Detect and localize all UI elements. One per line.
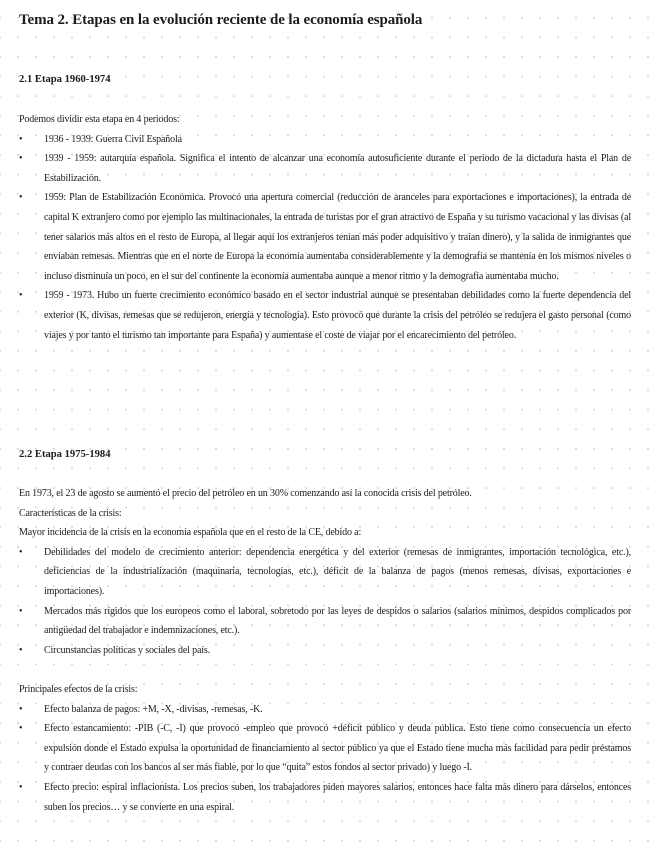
section-heading-2-2: 2.2 Etapa 1975-1984 (19, 449, 111, 460)
list-item: • Efecto estancamiento: -PIB (-C, -I) que provocó -empleo que provocó +déficit público y deuda pública. Esto tiene como consecuencia un efecto expulsión donde el Estado expulsa la oportunidad de financiamiento al sector público ya que el Estado tiene mucha más facilidad para pedir préstamos y contraer deudas con los bancos al ser más fiable, por lo que “quita” estos fondos al sector privado) y luego -I. (19, 719, 631, 778)
periods-list (19, 130, 631, 346)
list-item: • 1959 - 1973. Hubo un fuerte crecimiento económico basado en el sector industrial aunque se presentaban debilidades como la fuerte dependencia del exterior (K, divisas, remesas que se redujeron, energía y tecnología). Esto provocó que durante la crisis del petróleo se redujera el gasto personal (como viajes y por tanto el turismo tan importante para España) y aumentase el coste de viajar por el encarecimiento del petróleo. (19, 286, 631, 345)
section-2-1-body (19, 110, 631, 345)
list-item: • 1936 - 1939: Guerra Civil Española (19, 130, 631, 150)
section-2-2-para: En 1973, el 23 de agosto se aumentó el precio del petróleo en un 30% comenzando así la conocida crisis del petróleo. (19, 488, 472, 499)
section-2-2-para: Características de la crisis: (19, 507, 122, 519)
section-2-2-para: Mayor incidencia de la crisis en la economía española que en el resto de la CE, debido a: (19, 527, 362, 539)
list-item: • 1939 - 1959: autarquía española. Significa el intento de alcanzar una economía autosuficiente durante el periodo de la dictadura hasta el Plan de Estabilización. (19, 149, 631, 188)
effects-block (19, 680, 631, 817)
effects-intro: Principales efectos de la crisis: (19, 684, 138, 695)
list-item: • Mercados más rígidos que los europeos como el laboral, sobretodo por las leyes de despidos o salarios (salarios mínimos, despidos complicados por antigüedad del trabajador e indemnizaciones, etc.). (19, 602, 631, 641)
section-heading-2-1: 2.1 Etapa 1960-1974 (19, 74, 111, 85)
section-2-1-intro: Podemos dividir esta etapa en 4 periodos: (19, 114, 180, 125)
effects-list (19, 700, 631, 818)
section-2-2-body (19, 484, 631, 660)
document-title: Tema 2. Etapas en la evolución reciente de la economía española (19, 12, 423, 28)
list-item: • Efecto balanza de pagos: +M, -X, -divisas, -remesas, -K. (19, 700, 631, 720)
list-item: • Circunstancias políticas y sociales del país. (19, 641, 631, 661)
list-item: • Debilidades del modelo de crecimiento anterior: dependencia energética y del exterior (remesas de inmigrantes, importación tecnológica, etc.), deficiencias de la industrialización (maquinaria, tecnologías, etc.), déficit de la balanza de pagos (menos remesas, divisas, exportaciones e importaciones). (19, 543, 631, 602)
list-item: • 1959: Plan de Estabilización Económica. Provocó una apertura comercial (reducción de aranceles para exportaciones e importaciones), la entrada de capital K extranjero como por ejemplo las multinacionales, la entrada de turistas por el gran atractivo de España y su turismo vacacional y las divisas (al tener salarios más altos en el resto de Europa, al llegar aquí los extranjeros tenían más poder adquisitivo y traían dinero), y la salida de inmigrantes que enviaban remesas. Mientras que en el norte de Europa la economía aumentaba considerablemente y la demografía se mantenía en los mismos niveles o incluso disminuía un poco, en el sur del continente la economía aumentaba aunque a menor ritmo y la demografía aumentaba mucho. (19, 188, 631, 286)
list-item: • Efecto precio: espiral inflacionista. Los precios suben, los trabajadores piden mayores salarios, entonces hace falta más dinero para dárselos, entonces suben los precios… y se convierte en una espiral. (19, 778, 631, 817)
causes-list (19, 543, 631, 661)
